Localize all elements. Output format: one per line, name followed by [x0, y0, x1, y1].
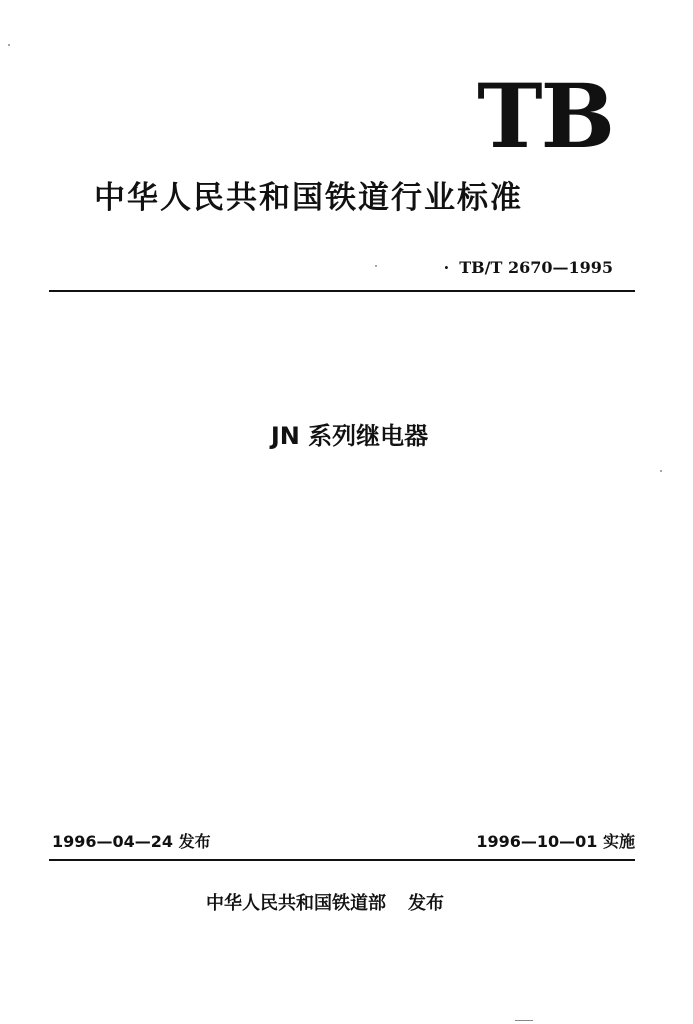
publish-label: 发布 [408, 893, 444, 914]
bullet-dot: · [443, 258, 450, 277]
scan-speck [660, 470, 662, 472]
standard-number: TB/T 2670—1995 [459, 258, 613, 277]
bottom-divider [49, 859, 635, 861]
document-title: JN 系列继电器 [270, 422, 429, 450]
standard-number-line [444, 258, 613, 277]
scan-speck [515, 1020, 533, 1021]
scan-speck [375, 265, 377, 267]
scan-speck [8, 44, 10, 46]
top-divider [49, 290, 635, 292]
publisher-name: 中华人民共和国铁道部 [206, 893, 386, 914]
tb-logo: TB [477, 64, 613, 168]
publisher-line [206, 889, 444, 915]
implementation-date: 1996—10—01 实施 [476, 832, 635, 851]
issue-date: 1996—04—24 发布 [52, 832, 211, 851]
standard-category: 中华人民共和国铁道行业标准 [94, 180, 523, 216]
